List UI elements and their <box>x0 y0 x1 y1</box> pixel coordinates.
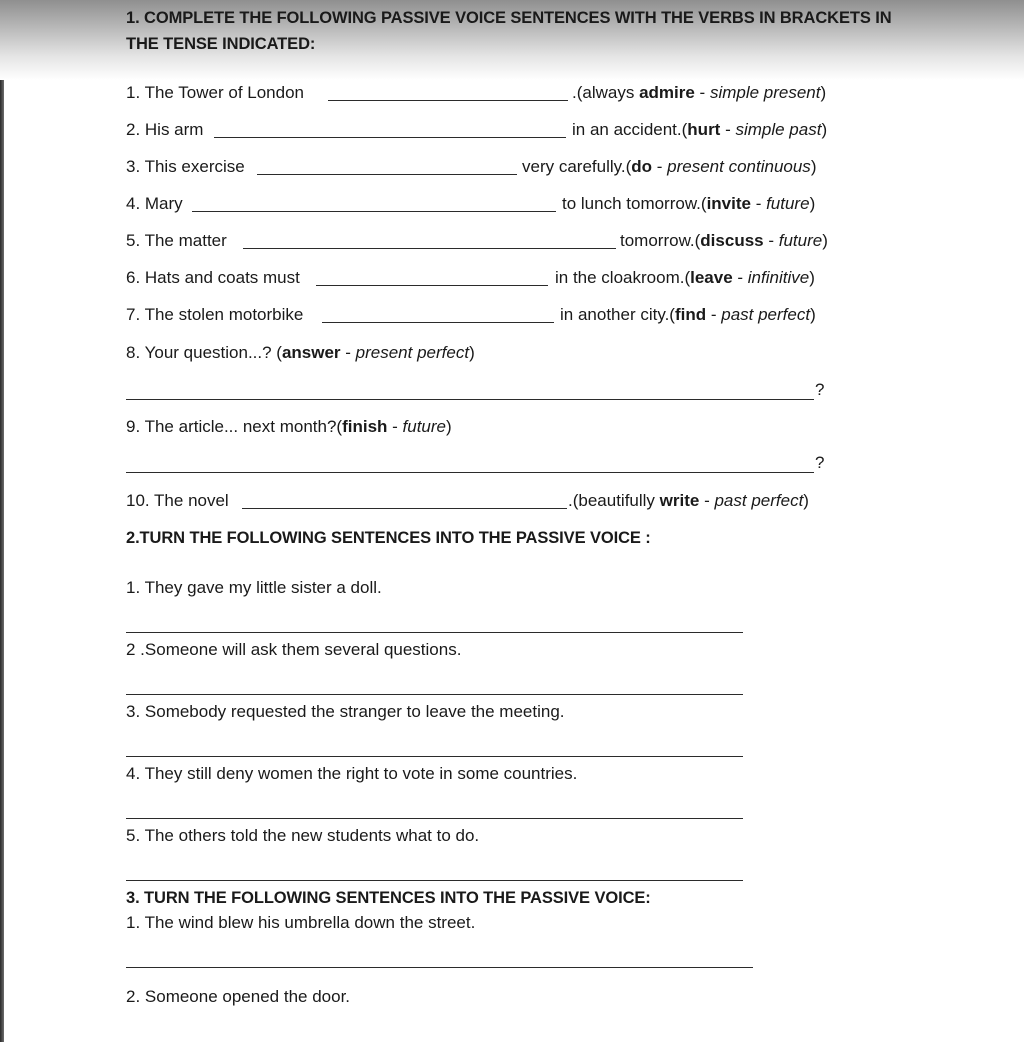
s2-item2-answer-line[interactable] <box>126 694 743 695</box>
s1-item7-blank[interactable] <box>322 322 554 323</box>
s1-item1-blank[interactable] <box>328 100 568 101</box>
s1-item4-lead: 4. Mary <box>126 194 183 213</box>
s1-item2-lead: 2. His arm <box>126 120 204 139</box>
s1-item8-question-mark: ? <box>815 380 825 399</box>
s1-item3-tail: very carefully.(do - present continuous) <box>522 157 817 176</box>
s1-item7-tail: in another city.(find - past perfect) <box>560 305 816 324</box>
s2-item5: 5. The others told the new students what to do. <box>126 826 480 845</box>
s1-item6-lead: 6. Hats and coats must <box>126 268 300 287</box>
s2-item2: 2 .Someone will ask them several questions. <box>126 640 462 659</box>
s1-item5-blank[interactable] <box>243 248 616 249</box>
s1-item2-tail: in an accident.(hurt - simple past) <box>572 120 828 139</box>
s2-item3-answer-line[interactable] <box>126 756 743 757</box>
s1-item1-tail: .(always admire - simple present) <box>572 83 827 102</box>
s1-item10-lead: 10. The novel <box>126 491 229 510</box>
s1-item5-lead: 5. The matter <box>126 231 227 250</box>
s2-item5-answer-line[interactable] <box>126 880 743 881</box>
s1-item6-tail: in the cloakroom.(leave - infinitive) <box>555 268 815 287</box>
s1-item2-blank[interactable] <box>214 137 566 138</box>
section2-heading: 2.TURN THE FOLLOWING SENTENCES INTO THE PASSIVE VOICE : <box>126 529 651 547</box>
s2-item3: 3. Somebody requested the stranger to leave the meeting. <box>126 702 565 721</box>
s3-item1-answer-line[interactable] <box>126 967 753 968</box>
section1-heading-line2: THE TENSE INDICATED: <box>126 35 316 53</box>
s1-item3-lead: 3. This exercise <box>126 157 245 176</box>
s2-item4: 4. They still deny women the right to vote in some countries. <box>126 764 578 783</box>
s3-item2: 2. Someone opened the door. <box>126 987 351 1006</box>
section1-heading-line1: 1. COMPLETE THE FOLLOWING PASSIVE VOICE SENTENCES WITH THE VERBS IN BRACKETS IN <box>126 9 892 27</box>
s1-item10-blank[interactable] <box>242 508 567 509</box>
s2-item1-answer-line[interactable] <box>126 632 743 633</box>
s1-item1-lead: 1. The Tower of London <box>126 83 305 102</box>
s1-item8-answer-line[interactable] <box>126 399 814 400</box>
section3-heading: 3. TURN THE FOLLOWING SENTENCES INTO THE PASSIVE VOICE: <box>126 889 651 907</box>
s1-item6-blank[interactable] <box>316 285 548 286</box>
s1-item9-question-mark: ? <box>815 453 825 472</box>
s3-item1: 1. The wind blew his umbrella down the street. <box>126 913 476 932</box>
s1-item4-blank[interactable] <box>192 211 556 212</box>
s1-item7-lead: 7. The stolen motorbike <box>126 305 304 324</box>
s2-item4-answer-line[interactable] <box>126 818 743 819</box>
s1-item10-tail: .(beautifully write - past perfect) <box>568 491 809 510</box>
s1-item9-answer-line[interactable] <box>126 472 814 473</box>
s1-item8-prompt: 8. Your question...? (answer - present perfect) <box>126 343 475 362</box>
s1-item5-tail: tomorrow.(discuss - future) <box>620 231 828 250</box>
s1-item4-tail: to lunch tomorrow.(invite - future) <box>562 194 816 213</box>
s1-item3-blank[interactable] <box>257 174 517 175</box>
s1-item9-prompt: 9. The article... next month?(finish - future) <box>126 417 452 436</box>
s2-item1: 1. They gave my little sister a doll. <box>126 578 382 597</box>
